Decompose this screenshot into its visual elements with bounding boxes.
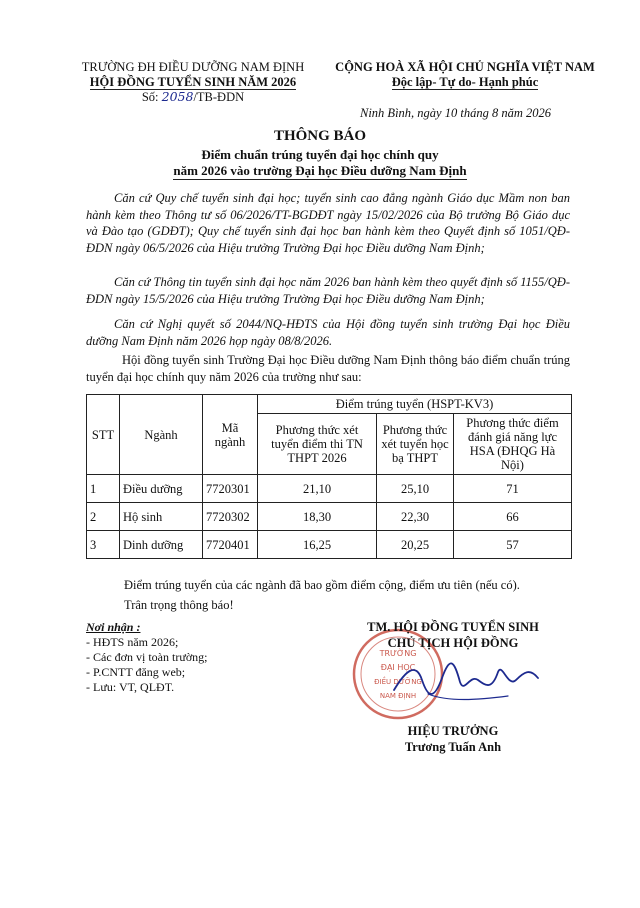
- group-header: Điểm trúng tuyển (HSPT-KV3): [258, 395, 572, 414]
- cell-hocba: 25,10: [377, 475, 454, 503]
- recipients-title: Nơi nhận :: [86, 620, 141, 634]
- doc-number: Số: 2058/TB-ĐDN: [141, 89, 245, 104]
- doc-subtitle: [0, 147, 640, 180]
- cell-nganh: Điều dưỡng: [120, 475, 203, 503]
- cell-ma: 7720401: [203, 531, 258, 559]
- cell-hocba: 22,30: [377, 503, 454, 531]
- recipient-item: - Các đơn vị toàn trường;: [86, 650, 208, 664]
- signature-title: CHỦ TỊCH HỘI ĐỒNG: [387, 636, 519, 650]
- cell-ma: 7720302: [203, 503, 258, 531]
- cell-ma: 7720301: [203, 475, 258, 503]
- table-row: [87, 475, 572, 503]
- recipient-item: - Lưu: VT, QLĐT.: [86, 680, 175, 694]
- country-name: CỘNG HOÀ XÃ HỘI CHỦ NGHĨA VIỆT NAM: [335, 60, 595, 74]
- subtitle-line2: năm 2026 vào trường Đại học Điều dưỡng Nam Định: [173, 163, 467, 178]
- paragraph-2: Căn cứ Thông tin tuyển sinh đại học năm 2026 ban hành kèm theo quyết định số 1155/QĐ-ĐDN ngày 15/5/2026 của Hiệu trưởng Trường Đại học Điều dưỡng Nam Định;: [86, 275, 570, 306]
- cell-stt: 2: [87, 503, 120, 531]
- closing-text: Trân trọng thông báo!: [124, 598, 234, 612]
- cell-thpt: 16,25: [258, 531, 377, 559]
- cell-hsa: 71: [454, 475, 572, 503]
- recipient-item: - P.CNTT đăng web;: [86, 665, 186, 679]
- col-nganh: Ngành: [120, 395, 203, 475]
- cell-hsa: 66: [454, 503, 572, 531]
- motto: Độc lập- Tự do- Hạnh phúc: [391, 74, 539, 89]
- cell-hsa: 57: [454, 531, 572, 559]
- signer-name: Trương Tuấn Anh: [404, 740, 502, 754]
- svg-text:ĐẠI HỌC: ĐẠI HỌC: [380, 663, 416, 672]
- paragraph-3: Căn cứ Nghị quyết số 2044/NQ-HĐTS của Hội đồng tuyển sinh trường Đại học Điều dưỡng Nam Định năm 2026 họp ngày 08/8/2026.: [86, 317, 570, 348]
- cell-thpt: 21,10: [258, 475, 377, 503]
- col-ma: Mã ngành: [203, 395, 258, 475]
- col-stt: STT: [87, 395, 120, 475]
- council-name: HỘI ĐỒNG TUYỂN SINH NĂM 2026: [89, 74, 297, 89]
- header-right: [326, 60, 604, 90]
- note-scores: Điểm trúng tuyển của các ngành đã bao gồm điểm cộng, điểm ưu tiên (nếu có).: [124, 578, 520, 592]
- paragraph-1: Căn cứ Quy chế tuyển sinh đại học; tuyển sinh cao đẳng ngành Giáo dục Mầm non ban hành kèm theo Thông tư số 06/2026/TT-BGDĐT ngày 15/02/2026 của Bộ trưởng Bộ Giáo dục và Đào tạo (GDĐT); Quy chế tuyển sinh đại học ban hành kèm theo Quyết định số 1051/QĐ-ĐDN ngày 06/5/2026 của Hiệu trưởng Trường Đại học Điều dưỡng Nam Định;: [86, 191, 570, 255]
- issue-date: Ninh Bình, ngày 10 tháng 8 năm 2026: [360, 106, 551, 120]
- signer-position: HIỆU TRƯỞNG: [407, 724, 499, 738]
- cell-thpt: 18,30: [258, 503, 377, 531]
- cell-hocba: 20,25: [377, 531, 454, 559]
- school-name: TRƯỜNG ĐH ĐIỀU DƯỠNG NAM ĐỊNH: [81, 60, 305, 74]
- cell-stt: 1: [87, 475, 120, 503]
- col-hocba: Phương thức xét tuyển học bạ THPT: [377, 414, 454, 475]
- doc-title: THÔNG BÁO: [273, 128, 367, 144]
- subtitle-line1: Điểm chuẩn trúng tuyển đại học chính quy: [201, 147, 439, 162]
- svg-text:TRƯỜNG: TRƯỜNG: [379, 649, 417, 658]
- handwritten-number: 2058: [161, 89, 194, 104]
- col-thpt: Phương thức xét tuyển điểm thi TN THPT 2026: [258, 414, 377, 475]
- cell-nganh: Dinh dưỡng: [120, 531, 203, 559]
- svg-text:NAM ĐỊNH: NAM ĐỊNH: [379, 692, 417, 700]
- header-left: [64, 60, 322, 105]
- svg-text:ĐIỀU DƯỠNG: ĐIỀU DƯỠNG: [374, 678, 422, 686]
- paragraph-4: Hội đồng tuyển sinh Trường Đại học Điều dưỡng Nam Định thông báo điểm chuẩn trúng tuyển đại học chính quy năm 2026 của trường như sau:: [86, 353, 570, 384]
- cell-nganh: Hộ sinh: [120, 503, 203, 531]
- table-row: [87, 531, 572, 559]
- score-table: [86, 394, 572, 559]
- recipients: [86, 620, 208, 695]
- col-hsa: Phương thức điểm đánh giá năng lực HSA (ĐHQG Hà Nội): [454, 414, 572, 475]
- table-row: [87, 503, 572, 531]
- signature-org: TM. HỘI ĐỒNG TUYỂN SINH: [367, 620, 539, 634]
- recipient-item: - HĐTS năm 2026;: [86, 635, 179, 649]
- handwritten-signature: [388, 650, 548, 710]
- cell-stt: 3: [87, 531, 120, 559]
